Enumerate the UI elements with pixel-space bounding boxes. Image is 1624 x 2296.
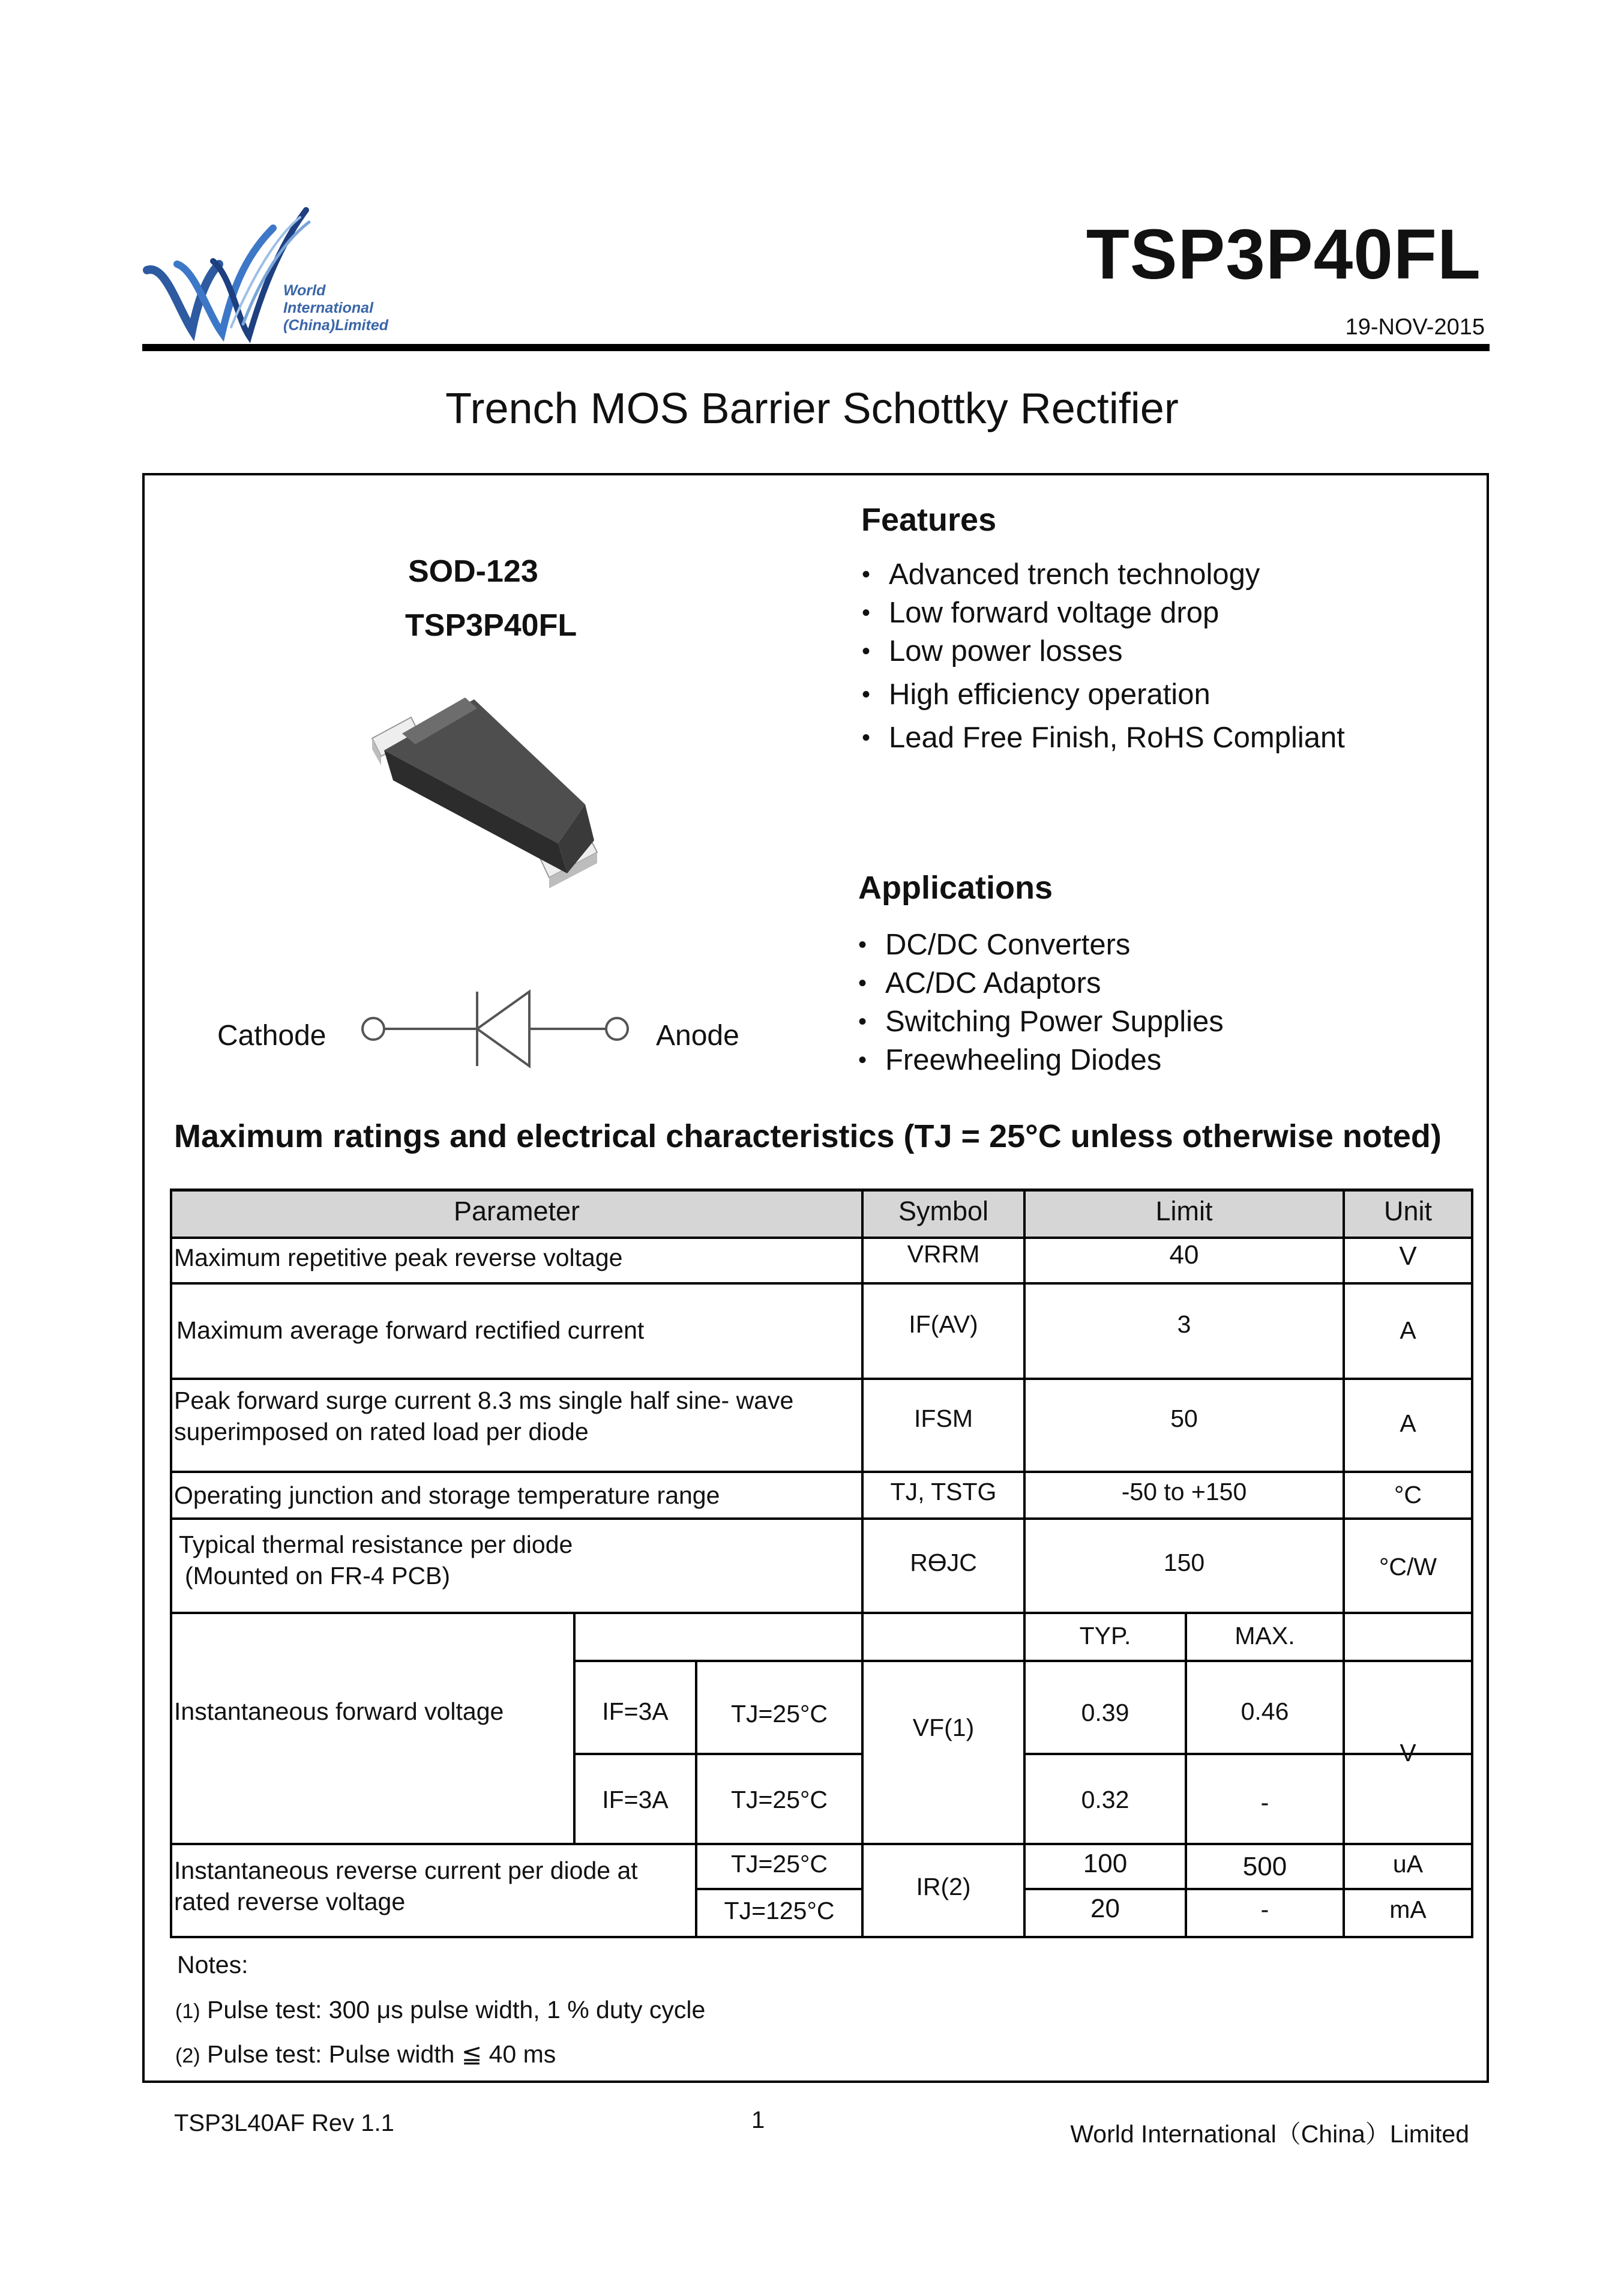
table-rule bbox=[170, 1378, 1473, 1380]
anode-label: Anode bbox=[656, 1020, 739, 1052]
table-header-limit: Limit bbox=[1155, 1196, 1213, 1226]
notes-heading: Notes: bbox=[177, 1951, 248, 1978]
cell-tj: TJ=25°C bbox=[730, 1700, 828, 1728]
cell-typ: 100 bbox=[1083, 1849, 1128, 1878]
footer-page-number: 1 bbox=[751, 2107, 765, 2133]
list-item: • Switching Power Supplies bbox=[858, 1002, 1224, 1041]
footer-revision: TSP3L40AF Rev 1.1 bbox=[174, 2110, 394, 2136]
cell-typ: 0.39 bbox=[1081, 1699, 1129, 1726]
cell-parameter: Instantaneous forward voltage bbox=[174, 1698, 504, 1725]
cell-tj: TJ=25°C bbox=[730, 1786, 828, 1813]
cell-max: 0.46 bbox=[1241, 1698, 1289, 1725]
table-rule bbox=[1185, 1612, 1187, 1936]
table-header-unit: Unit bbox=[1383, 1196, 1433, 1226]
cell-parameter-line2: (Mounted on FR-4 PCB) bbox=[185, 1562, 451, 1589]
table-rule bbox=[170, 1517, 1473, 1520]
list-item: • High efficiency operation bbox=[862, 675, 1345, 714]
cell-parameter-line2: superimposed on rated load per diode bbox=[174, 1418, 589, 1445]
table-rule bbox=[170, 1237, 1473, 1239]
list-item: • AC/DC Adaptors bbox=[858, 964, 1224, 1002]
applications-list bbox=[858, 926, 1224, 1079]
note-number: (2) bbox=[175, 2044, 200, 2067]
package-part-number: TSP3P40FL bbox=[405, 608, 577, 643]
footer-company: World International（China）Limited bbox=[1070, 2120, 1469, 2148]
table-rule bbox=[170, 1189, 1473, 1192]
cell-typ-header: TYP. bbox=[1079, 1622, 1131, 1650]
sod123-package-image bbox=[360, 660, 624, 912]
cell-symbol: TJ, TSTG bbox=[890, 1478, 997, 1505]
features-list bbox=[862, 555, 1345, 757]
cell-parameter: Maximum repetitive peak reverse voltage bbox=[174, 1244, 623, 1271]
note-text: Pulse test: 300 μs pulse width, 1 % duty cycle bbox=[206, 1996, 706, 2023]
applications-heading: Applications bbox=[858, 870, 1053, 906]
cell-parameter-line1: Peak forward surge current 8.3 ms single half sine- wave bbox=[174, 1387, 794, 1414]
table-rule bbox=[170, 1282, 1473, 1285]
cell-symbol: VF(1) bbox=[912, 1714, 975, 1741]
cell-typ: 20 bbox=[1090, 1894, 1120, 1923]
cell-if: IF=3A bbox=[602, 1698, 669, 1725]
cathode-label: Cathode bbox=[217, 1020, 326, 1052]
cell-limit: -50 to +150 bbox=[1121, 1478, 1247, 1505]
document-title: Trench MOS Barrier Schottky Rectifier bbox=[445, 385, 1179, 433]
table-rule bbox=[696, 1888, 862, 1890]
note-item bbox=[175, 2040, 556, 2069]
cell-unit: mA bbox=[1389, 1896, 1427, 1923]
header-rule bbox=[142, 344, 1490, 351]
cell-unit: V bbox=[1400, 1739, 1416, 1767]
cell-unit: uA bbox=[1392, 1850, 1424, 1878]
cell-max: 500 bbox=[1242, 1852, 1287, 1881]
cell-typ: 0.32 bbox=[1081, 1786, 1129, 1813]
cell-tj: TJ=25°C bbox=[730, 1850, 828, 1878]
table-rule bbox=[1471, 1189, 1473, 1938]
cell-limit: 150 bbox=[1163, 1549, 1205, 1576]
table-rule bbox=[170, 1843, 1473, 1845]
list-item: • DC/DC Converters bbox=[858, 926, 1224, 964]
ratings-heading: Maximum ratings and electrical characteristics (TJ = 25°C unless otherwise noted) bbox=[174, 1118, 1442, 1154]
company-logo-text: World International (China)Limited bbox=[283, 282, 388, 334]
list-item: • Low power losses bbox=[862, 632, 1345, 670]
table-header-symbol: Symbol bbox=[898, 1196, 989, 1226]
cell-symbol: IF(AV) bbox=[909, 1310, 978, 1338]
cell-unit: V bbox=[1399, 1241, 1417, 1271]
cell-unit: A bbox=[1400, 1409, 1416, 1437]
note-item bbox=[175, 1996, 705, 2024]
cell-symbol: IR(2) bbox=[916, 1873, 971, 1900]
features-heading: Features bbox=[861, 502, 997, 538]
cell-symbol: VRRM bbox=[907, 1240, 980, 1268]
cell-parameter: Maximum average forward rectified current bbox=[176, 1316, 645, 1344]
table-rule bbox=[170, 1189, 172, 1938]
list-item: • Low forward voltage drop bbox=[862, 594, 1345, 632]
cell-tj: TJ=125°C bbox=[724, 1897, 835, 1924]
table-rule bbox=[1024, 1888, 1473, 1890]
cell-unit: °C/W bbox=[1379, 1553, 1437, 1580]
cell-unit: °C bbox=[1394, 1481, 1422, 1508]
cell-unit: A bbox=[1400, 1316, 1416, 1344]
cell-symbol: RϴJC bbox=[910, 1549, 977, 1576]
note-number: (1) bbox=[175, 2000, 200, 2023]
table-rule bbox=[574, 1753, 862, 1755]
table-rule bbox=[170, 1612, 1473, 1614]
cell-parameter: Operating junction and storage temperature range bbox=[174, 1481, 720, 1509]
cell-if: IF=3A bbox=[602, 1786, 669, 1813]
cell-limit: 40 bbox=[1169, 1240, 1199, 1270]
list-item: • Advanced trench technology bbox=[862, 555, 1345, 594]
diode-schematic-symbol bbox=[354, 978, 636, 1074]
cell-max-header: MAX. bbox=[1235, 1622, 1295, 1650]
note-text: Pulse test: Pulse width ≦ 40 ms bbox=[206, 2040, 556, 2068]
table-header-parameter: Parameter bbox=[453, 1196, 580, 1226]
cell-max: - bbox=[1260, 1896, 1269, 1923]
cell-parameter-line1: Typical thermal resistance per diode bbox=[179, 1531, 573, 1558]
cell-parameter-line1: Instantaneous reverse current per diode at bbox=[174, 1857, 638, 1884]
document-date: 19-NOV-2015 bbox=[1345, 315, 1485, 340]
cell-max: - bbox=[1260, 1789, 1269, 1816]
cell-symbol: IFSM bbox=[914, 1405, 973, 1432]
cell-limit: 50 bbox=[1170, 1405, 1198, 1432]
table-rule bbox=[170, 1936, 1473, 1938]
part-number-title: TSP3P40FL bbox=[1086, 215, 1481, 294]
table-rule bbox=[170, 1471, 1473, 1473]
list-item: • Freewheeling Diodes bbox=[858, 1041, 1224, 1079]
cell-limit: 3 bbox=[1177, 1310, 1191, 1338]
cell-parameter-line2: rated reverse voltage bbox=[174, 1888, 406, 1915]
package-name: SOD-123 bbox=[408, 554, 538, 589]
list-item: • Lead Free Finish, RoHS Compliant bbox=[862, 719, 1345, 757]
